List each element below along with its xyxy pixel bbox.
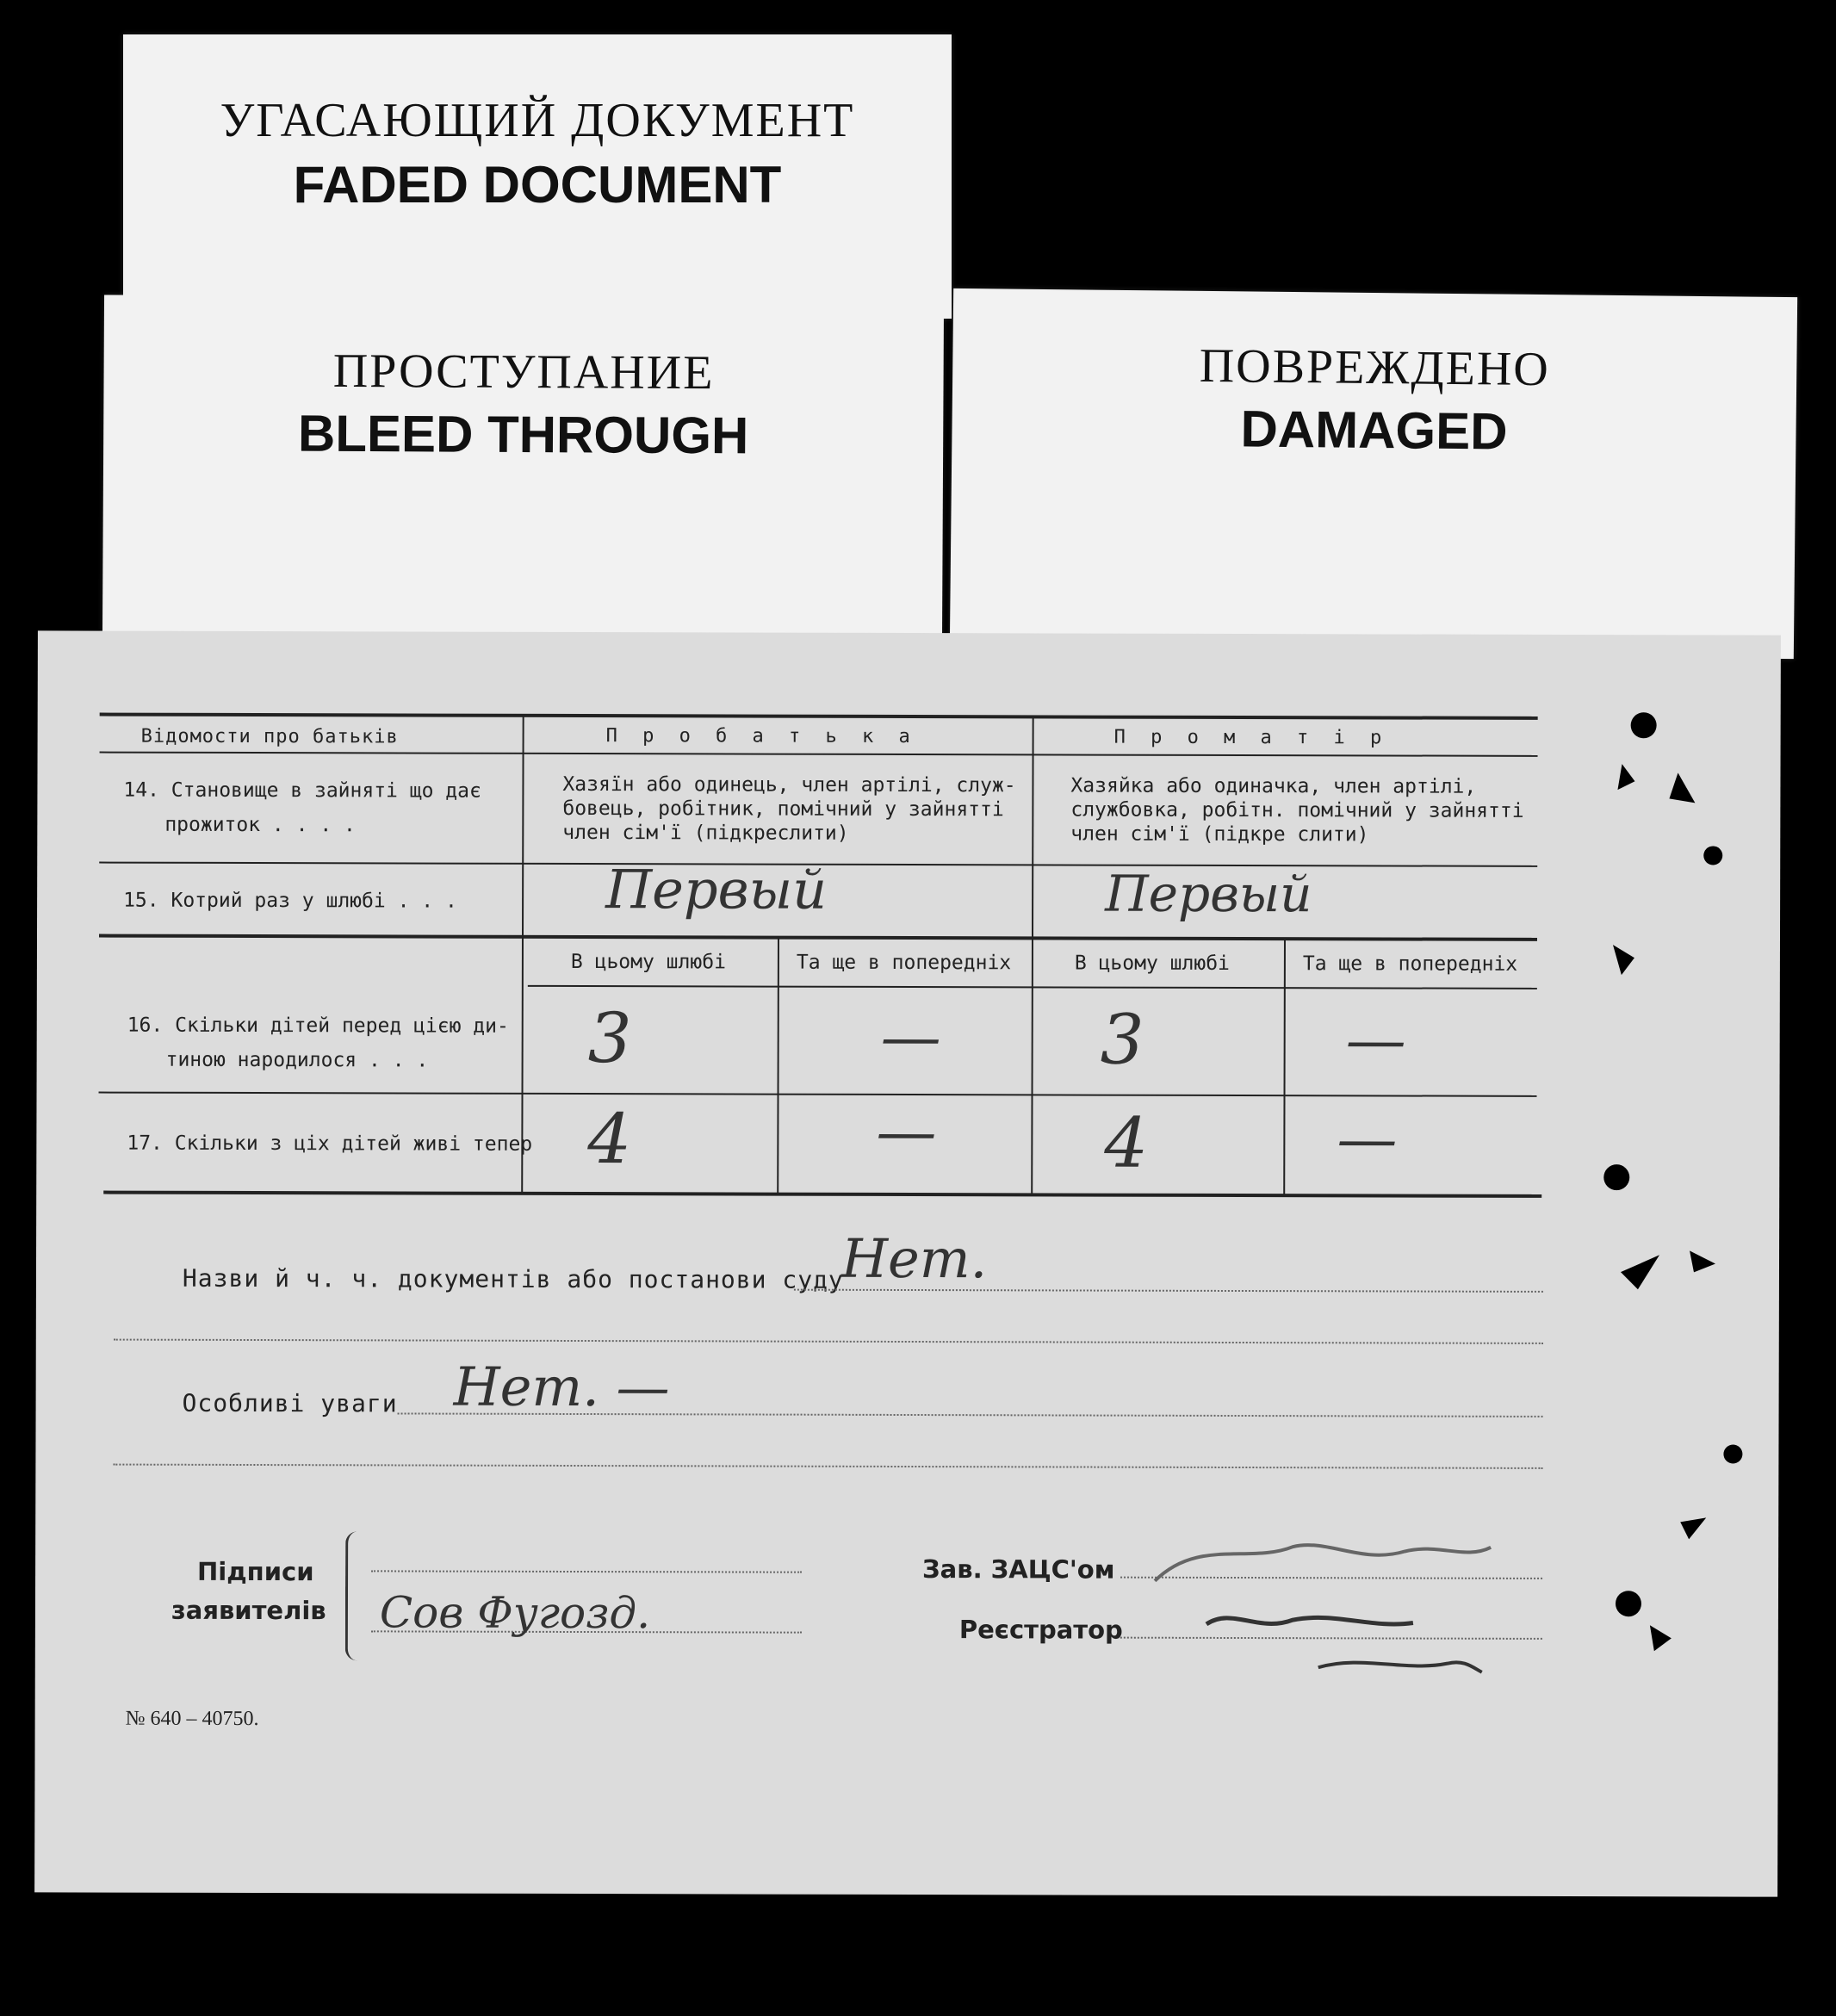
subheader-mother-prev: Та ще в попередніх — [1302, 952, 1518, 976]
damaged-card-ru-label: ПОВРЕЖДЕНО — [1199, 338, 1551, 397]
row17-father-prev: — — [876, 1095, 937, 1168]
row14-mother-line1: Хазяйка або одиначка, член артілі, — [1070, 774, 1477, 798]
faded-card-en-label: FADED DOCUMENT — [293, 156, 782, 214]
head-of-registry-label: Зав. ЗАЦС'ом — [922, 1554, 1115, 1585]
row14-label-line1: 14. Становище в зайняті що дає — [123, 778, 481, 803]
row15-label: 15. Котрий раз у шлюбі . . . — [123, 889, 457, 913]
subheader-father-this: В цьому шлюбі — [570, 950, 726, 974]
form-sheet — [34, 630, 1781, 1896]
damage-tears — [1585, 738, 1760, 1686]
table-bottom-rule — [103, 1191, 1541, 1198]
header-bottom-rule — [100, 752, 1538, 757]
signatures-brace — [345, 1531, 362, 1660]
documents-value: Нет. — [840, 1226, 988, 1291]
col-divider-father-sub — [777, 939, 779, 1194]
remarks-dotted-line-2 — [113, 1464, 1542, 1469]
signatures-label-line1: Підписи — [197, 1556, 314, 1587]
row16-mother-prev: — — [1345, 1004, 1406, 1076]
row17-mother-prev: — — [1337, 1103, 1398, 1175]
row15-mother-value: Первый — [1105, 864, 1312, 924]
documents-label: Назви й ч. ч. документів або постанови суду — [182, 1263, 844, 1294]
col-divider-2 — [1031, 716, 1033, 1194]
bleed-card-en-label: BLEED THROUGH — [297, 404, 749, 465]
faded-document-card — [123, 34, 952, 319]
row17-mother-this: 4 — [1104, 1102, 1149, 1183]
col-divider-1 — [521, 716, 524, 1194]
registrar-label: Реєстратор — [958, 1615, 1123, 1645]
applicant-signature: Сов Фугозд. — [379, 1587, 651, 1639]
row17-label: 17. Скільки з ціх дітей живі тепер — [127, 1132, 533, 1156]
row14-label-line2: прожиток . . . . — [164, 813, 356, 837]
bleed-through-card — [102, 295, 944, 643]
row14-father-line2: бовець, робітник, помічний у зайнятті — [562, 797, 1004, 822]
remarks-label: Особливі уваги — [182, 1388, 398, 1418]
subheader-father-prev: Та ще в попередніх — [796, 951, 1012, 975]
row17-father-this: 4 — [587, 1099, 632, 1180]
row16-bottom-rule — [99, 1092, 1537, 1097]
header-col-father: П р о б а т ь к а — [605, 725, 917, 748]
signatures-label-line2: заявителів — [171, 1595, 326, 1626]
subheader-mother-this: В цьому шлюбі — [1074, 952, 1230, 975]
row14-father-line3: член сім'ї (підкреслити) — [562, 821, 849, 845]
table-top-rule — [100, 713, 1538, 720]
documents-dotted-line-2 — [114, 1339, 1543, 1344]
col-divider-mother-sub — [1283, 940, 1286, 1195]
signature-line-1 — [371, 1570, 802, 1572]
row16-label-line2: тиною народилося . . . — [165, 1048, 429, 1072]
row14-mother-line3: член сім'ї (підкре слити) — [1070, 822, 1369, 847]
row15-father-value: Первый — [605, 858, 828, 921]
header-col-info: Відомости про батьків — [140, 725, 399, 748]
damaged-card — [950, 288, 1797, 659]
row16-mother-this: 3 — [1100, 999, 1144, 1080]
bleed-card-ru-label: ПРОСТУПАНИЕ — [332, 344, 715, 400]
form-number: № 640 – 40750. — [125, 1707, 259, 1731]
header-col-mother: П р о м а т і р — [1113, 726, 1389, 749]
row16-father-this: 3 — [587, 998, 632, 1079]
faded-card-ru-label: УГАСАЮЩИЙ ДОКУМЕНТ — [220, 94, 855, 147]
remarks-value: Нет. — — [453, 1355, 670, 1419]
row14-father-line1: Хазяїн або одинець, член артілі, служ- — [562, 772, 1016, 797]
punch-hole — [1631, 712, 1657, 738]
row16-label-line1: 16. Скільки дітей перед цією ди- — [127, 1014, 509, 1038]
row15-bottom-rule — [99, 934, 1537, 941]
damaged-card-en-label: DAMAGED — [1240, 400, 1508, 461]
registrar-signature-scrawl — [1120, 1512, 1517, 1685]
row16-father-prev: — — [880, 1001, 941, 1073]
row14-mother-line2: службовка, робітн. помічний у зайнятті — [1070, 798, 1524, 822]
